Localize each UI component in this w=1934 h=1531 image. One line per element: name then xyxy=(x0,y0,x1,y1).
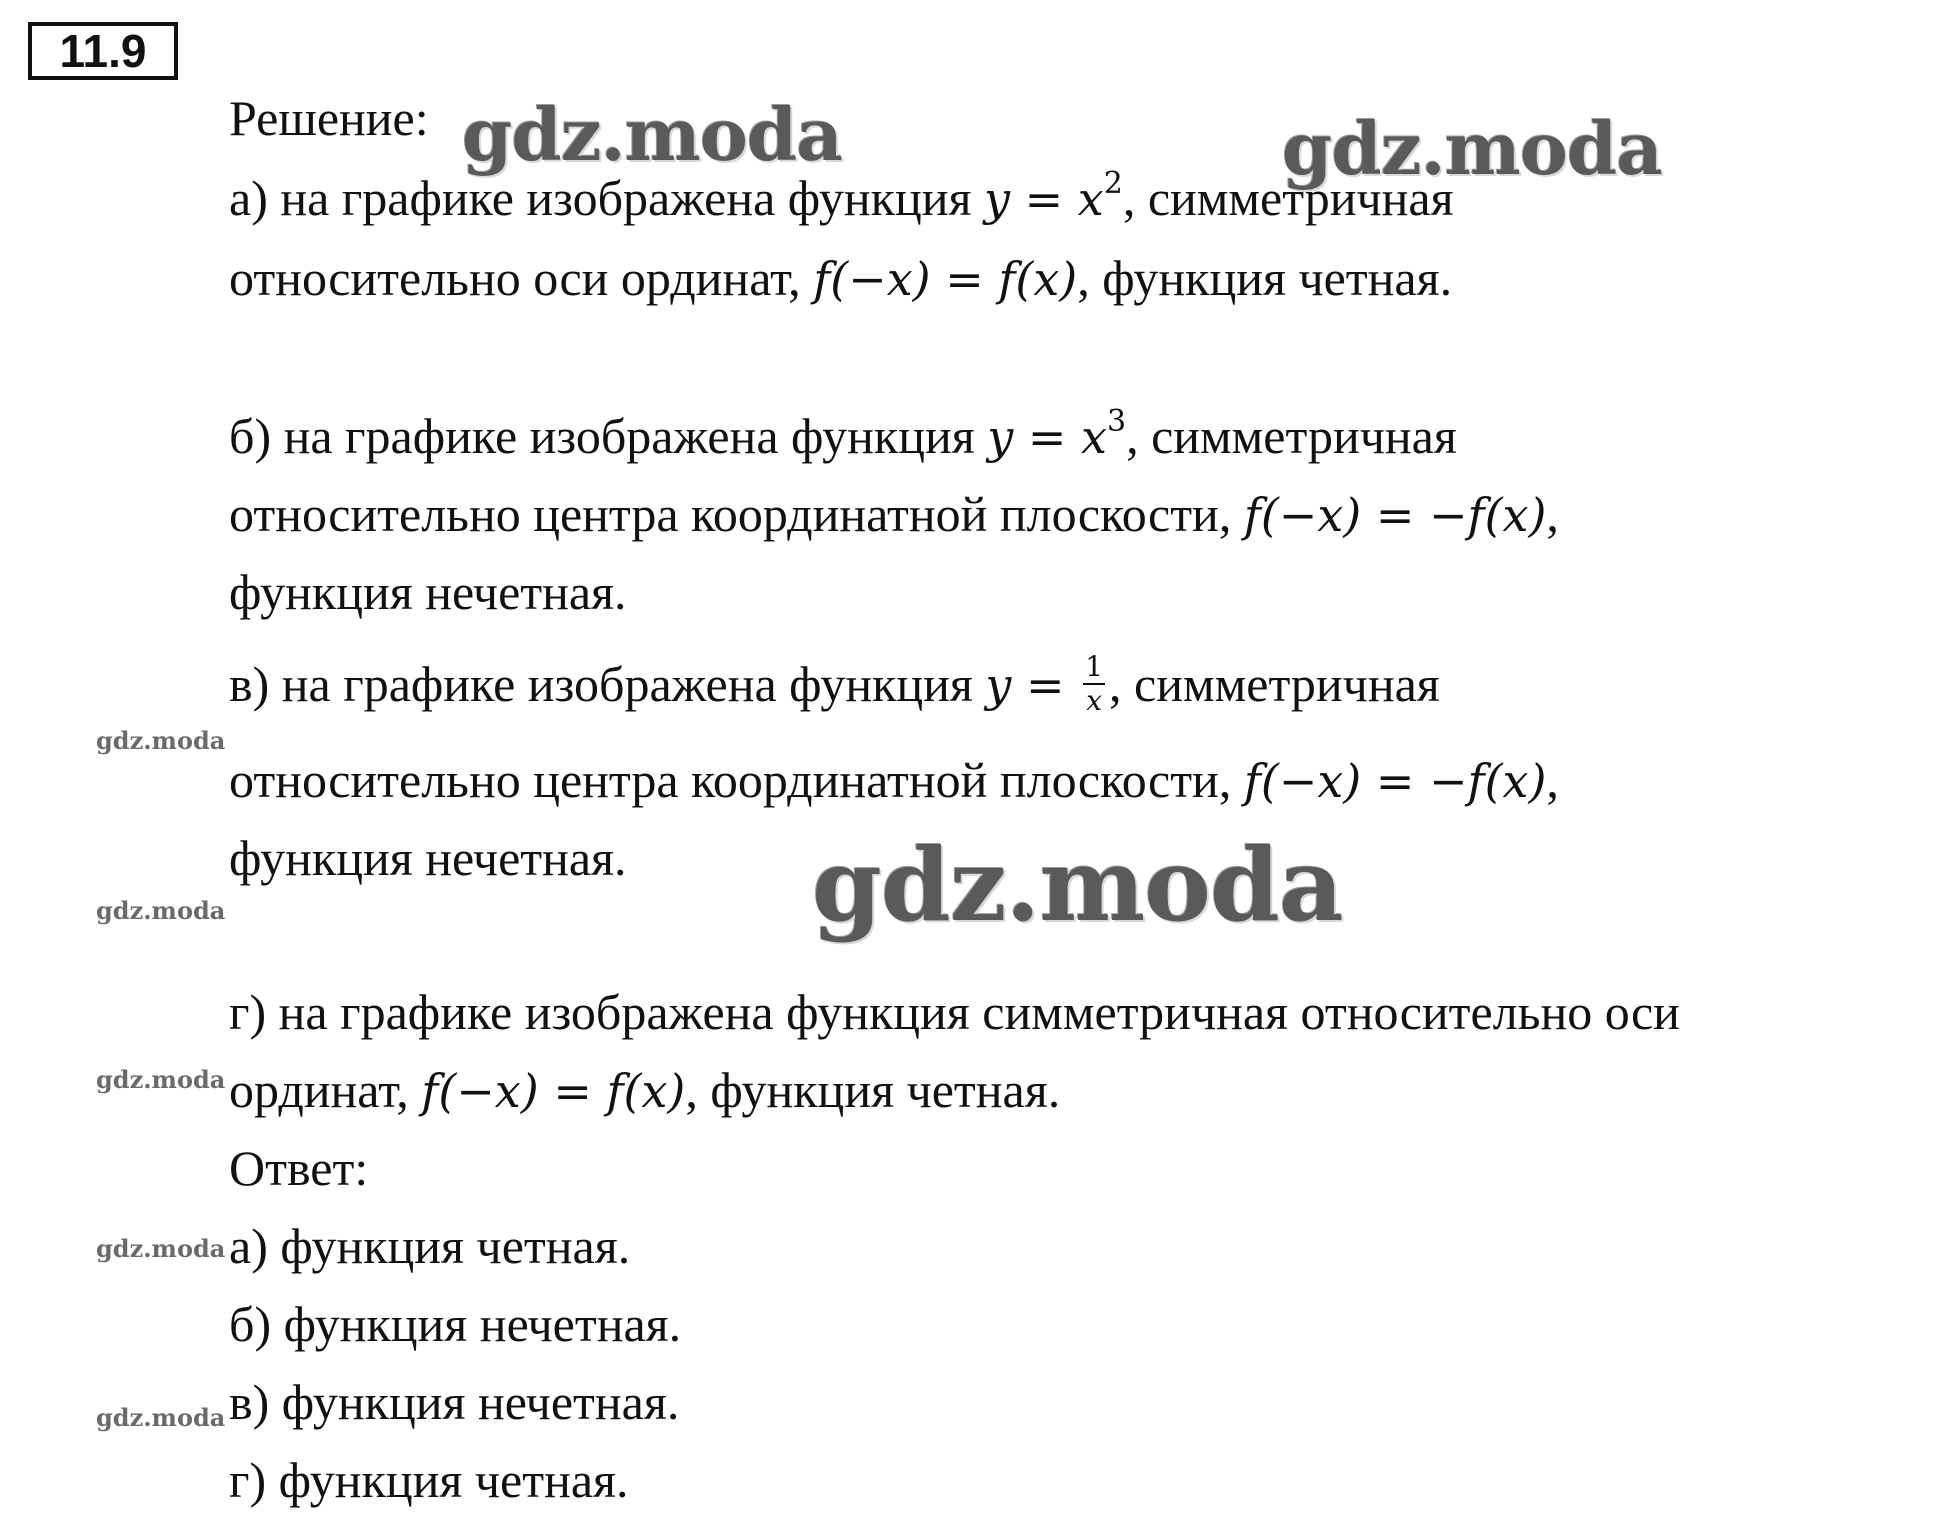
part-a-math-exp: 2 xyxy=(1103,166,1123,201)
part-b-line1 xyxy=(229,406,1457,467)
watermark-small: gdz.moda xyxy=(96,1065,226,1094)
watermark-logo: gdz.moda xyxy=(462,92,842,177)
part-b-line2-math: f(−x) = −f(x) xyxy=(1243,488,1547,542)
part-b-math-base: x xyxy=(1081,410,1107,464)
answer-b: б) функция нечетная. xyxy=(229,1296,682,1352)
part-v-math-eq: = xyxy=(1011,658,1080,712)
part-b-math-exp: 3 xyxy=(1106,404,1127,439)
part-v-line3: функция нечетная. xyxy=(229,830,627,886)
part-v-line1 xyxy=(229,649,1440,721)
part-v-frac-den: x xyxy=(1086,683,1103,717)
part-b-line2-tail: , xyxy=(1546,486,1559,542)
part-b-line2-text: относительно центра координатной плоскости, xyxy=(229,486,1244,542)
part-v-line2-text: относительно центра координатной плоскости, xyxy=(229,752,1244,808)
answer-label: Ответ: xyxy=(229,1140,369,1196)
part-b-line3: функция нечетная. xyxy=(229,564,627,620)
watermark-logo: gdz.moda xyxy=(1282,106,1662,191)
part-b-tail: , симметричная xyxy=(1126,408,1457,464)
watermark-small: gdz.moda xyxy=(96,896,226,925)
part-g-line2-tail: , функция четная. xyxy=(685,1062,1061,1118)
part-v-line2-math: f(−x) = −f(x) xyxy=(1243,754,1547,808)
part-g-line1: г) на графике изображена функция симметричная относительно оси xyxy=(229,984,1680,1040)
part-v-line2 xyxy=(229,750,1559,811)
part-a-tail: , симметричная xyxy=(1122,170,1454,226)
part-a-line2-math: f(−x) = f(x) xyxy=(813,252,1078,306)
watermark-small: gdz.moda xyxy=(96,726,226,755)
part-a-math-base: x xyxy=(1077,172,1104,226)
watermark-small: gdz.moda xyxy=(96,1403,226,1432)
problem-number: 11.9 xyxy=(28,22,178,80)
part-a-line1 xyxy=(229,168,1454,229)
part-g-line2-math: f(−x) = f(x) xyxy=(421,1064,686,1118)
answer-g: г) функция четная. xyxy=(229,1452,629,1508)
answer-a: а) функция четная. xyxy=(229,1218,631,1274)
part-b-math-var: y xyxy=(987,410,1014,464)
part-g-line2-text: ординат, xyxy=(229,1062,422,1118)
watermark-small: gdz.moda xyxy=(96,1234,226,1263)
part-v-math-var: y xyxy=(985,658,1012,712)
part-v-text: в) на графике изображена функция xyxy=(229,656,986,712)
part-a-math-var: y xyxy=(983,172,1010,226)
part-g-line2 xyxy=(229,1060,1060,1121)
solution-label: Решение: xyxy=(229,90,429,146)
part-v-line2-tail: , xyxy=(1546,752,1559,808)
part-b-line2 xyxy=(229,484,1559,545)
part-a-line2 xyxy=(229,248,1452,309)
part-a-line2-text: относительно оси ординат, xyxy=(229,250,814,306)
part-v-frac-num: 1 xyxy=(1085,649,1104,683)
answer-v: в) функция нечетная. xyxy=(229,1374,680,1430)
part-v-fraction xyxy=(1083,649,1105,717)
part-v-tail: , симметричная xyxy=(1109,656,1440,712)
part-a-text: а) на графике изображена функция xyxy=(229,170,984,226)
part-a-math-eq: = xyxy=(1009,172,1078,226)
part-b-text: б) на графике изображена функция xyxy=(229,408,988,464)
part-b-math-eq: = xyxy=(1013,410,1082,464)
watermark-logo: gdz.moda xyxy=(812,826,1343,944)
part-a-line2-tail: , функция четная. xyxy=(1077,250,1453,306)
